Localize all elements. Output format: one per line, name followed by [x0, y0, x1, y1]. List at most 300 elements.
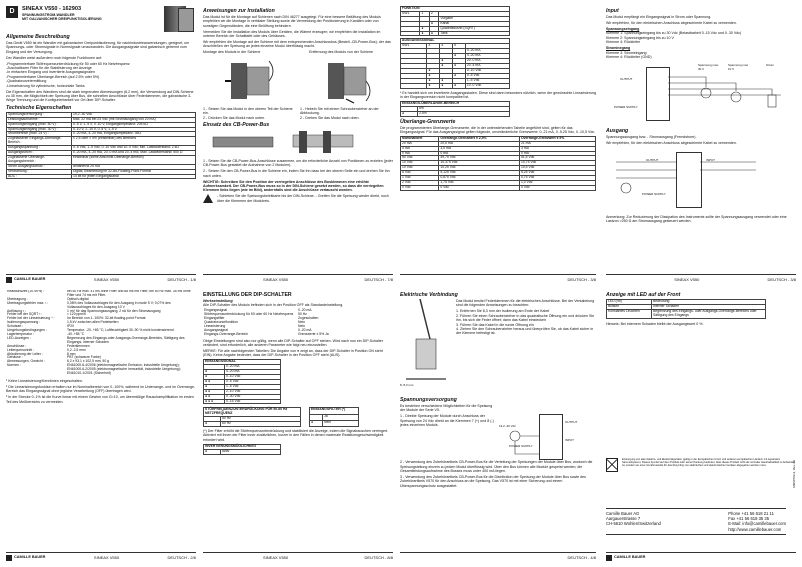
- general-text-1: Das Gerät V550 ist ein Wandler mit galvanischer Dreipunktisolierung, für nachIndustrieanwendungen, geeignet, um Spannungs- oder Stromsignale in Normsignale umzuwandeln. Die Ausgangssignale sind galvanisch getrennt vom Eingang und der Versorgung.: [6, 41, 190, 54]
- remove-step: 2 - Drehen Sie das Modul nach oben.: [300, 115, 360, 120]
- bus-heading: Einsatz des CB-Power-Bus: [203, 121, 270, 128]
- terminal-diagram: [400, 299, 452, 395]
- overrange-table: EINGANGS-ÜBERLANGE-BEREICH 5% ● 2,5%: [400, 101, 510, 117]
- page-7: [400, 290, 596, 562]
- led-meaning: Begrenzung des Eingangs- oder Ausgangs-Overrange-Bereichs oder Sättigung des Eingangs: [652, 309, 766, 318]
- spec-value: EN61000-6-4/2006 (elektromagnetische Emission, industrielle Umgebung); EN61000-6-2/2005 (elektromagnetische Immunität, industrielle Umgebung); EN61010-1/2001 (Sicherheit): [67, 363, 181, 376]
- default-value: Zugeschalten: [298, 316, 319, 321]
- default-label: Eingangsfilter: [204, 316, 225, 321]
- overrange-col-header: Overrange-Grenzwert ± 5%: [519, 136, 595, 141]
- overrange-cell: 21 mA: [519, 141, 595, 146]
- remove-step: 1 - Hebeln Sie mit einem Schraubenzieher an der Abblockung.: [300, 106, 379, 116]
- overrange-cell: 51,5 Vdc: [519, 156, 595, 161]
- general-text-3: Die Eigenschaften des Wandlers sind die stark begrenzten Abmessungen (6,2 mm), die Verwendung auf DIN-Schiene zu 35 mm, die Möglichkeit der Speisung über Bus, die schnellen Anschlüsse über Federklemmen, die galvanische 3-Wege Trennung und die Konfigurierbarkeit vor Ort über DIP-Schalter.: [6, 89, 194, 103]
- function-row: Quadratwurzel (SQRT): [439, 26, 510, 31]
- spec-label: Leiterquerschnitt :: [7, 347, 34, 352]
- spec-row: [6, 337, 196, 345]
- electrical-step: 4. Ziehen Sie den Schraubenzieher heraus und überprüfen Sie, ob das Kabel sicher in der Klemme befestigt ist.: [456, 326, 594, 336]
- tech-label: Spannungseingang (max. 30 V) :: [7, 127, 72, 132]
- spec-label: Anschlüsse :: [7, 343, 27, 348]
- tech-label: Ausgangsspannung :: [7, 146, 72, 151]
- feature-item: -Programmierbarer Überlange-Bereich (auf 2,5% oder 5%): [6, 74, 100, 79]
- footer-page: DEUTSCH - 4/8: [567, 555, 596, 560]
- supply-text: Es bestehen verschiedene Möglichkeiten für die Speisung der Module der Serie V5.: [400, 404, 493, 413]
- output-signal-table: AUSGANGSSIGNAL SW1 3 4 5 0..20 mA ● 4..20 mA ● 20..0 mA ● ● 20..4 mA ● 0..10 Vdc ● ● 0..5 Vdc ● ● 1..5 Vdc ● ● ● 10..0 Vdc: [400, 38, 510, 88]
- dip-subheading: Werkseinstellung: [203, 299, 233, 303]
- overrange-cell: 1,0 Vdc: [519, 181, 595, 186]
- supply-step-3: 3 - Verwendung des Zubehörartikels CB-Power-Bus für die Distribution der Speisung der Module über Bus sowie des Zubehörartikels V570 für den Anschluss an die Speisung. Das V570 ist mit einer Sicherung und einem Überspannungsschutz ausgestattet.: [400, 475, 586, 488]
- input-signal-table: [203, 359, 281, 404]
- voltage-input-heading: Spannungseingang: [606, 26, 640, 31]
- filter-row: Ja: [323, 414, 359, 420]
- spec-label: Fehler bei der Linearisierung ⁴ :: [7, 316, 55, 321]
- tech-value: 0..10 V, 2..10 V, 0..5 V, 1..5 V: [72, 127, 196, 132]
- filter-table: EINGANGSFILTER (*) Ja ● Nein: [309, 407, 359, 427]
- output-row: 0..5 Vdc: [465, 73, 509, 78]
- overrange-limits-text: Die programmierten Überlange-Grenzwerte, die in der untenstehenden Tabelle angeführt sind, gelten für das Eingangssignal. Für das Ausgangssignal gelten folgende, unveränderliche Grenzwerte: 0..21 mA, 0..5,25 Vdc, 0..10,5 Vdc.: [400, 125, 596, 134]
- page-3: [400, 6, 596, 284]
- output-row: 4..20 mA: [465, 54, 509, 59]
- page-4: [606, 6, 796, 284]
- company-phone: Phone +41 56 618 21 11: [728, 511, 774, 516]
- supply-heading: Spannungsversorgung: [400, 397, 457, 403]
- mount-text-2: Vermeiden Sie die Installation des Moduls über Geräten, die Wärme erzeugen; wir empfehlen die Installation im unteren Bereich der Schalttafel oder des Gehäuses.: [203, 29, 381, 39]
- bus-step-1: 1 - Setzen Sie die CB-Power-Bus-Anschlüsse zusammen, um die erforderliche Anzahl von Positionen zu erzielen (jeder CB-Power-Bus gestattet die Aufnahme von 2 Modulen).: [203, 158, 393, 168]
- feature-item: -Programmierbare Stöfrequenzunterdrückung für 50 oder 60 Hz Netzfrequenz: [6, 61, 130, 66]
- spec-table: [6, 290, 196, 376]
- frequency-heading: STÖRFREQUENZUNTERDRÜCKUNG FÜR 50-60 Hz NETZFREQUENZ: [204, 408, 301, 417]
- dip-heading: EINSTELLUNG DER DIP-SCHALTER: [203, 292, 292, 298]
- product-title: SINEAX V550 - 162903: [22, 6, 82, 12]
- tech-row: [7, 155, 196, 164]
- feature-list: [6, 62, 196, 88]
- overrange-cell: 1 Vdc: [401, 176, 439, 181]
- spec-note: ¹ Keine Linearisierung/Kennlinien eingeschalten.: [6, 378, 83, 383]
- led-col-header: Bedeutung: [652, 300, 766, 305]
- overrange-cell: 20 mA: [401, 141, 439, 146]
- brand-logo: CAMILLE BAUER: [6, 553, 45, 562]
- tech-value: einstellbar (siehe Abschnitt Überlange-Bereich): [72, 155, 196, 164]
- tech-heading: Technische Eigenschaften: [6, 104, 72, 111]
- input-signal-heading: EINGANGSSIGNAL: [204, 360, 281, 365]
- spec-label: Normen :: [7, 363, 21, 368]
- output-col-sw: SW1: [401, 44, 427, 49]
- output-row: 20..0 mA: [465, 59, 509, 64]
- overrange-row: 2,5%: [418, 111, 510, 116]
- spec-label: Auflösung ² :: [7, 308, 27, 313]
- input-signal-value: 0..20 mA: [225, 365, 281, 370]
- electrical-text: Das Modul besitzt Federklemmen für die elektrischen Anschlüsse. Bei der Verkabelung sind die folgenden Anweisungen zu beachten:: [456, 299, 595, 308]
- page-footer: [203, 552, 393, 562]
- input-text: Das Modul empfängt ein Eingangssignal in Strom oder Spannung.: [606, 15, 712, 19]
- voltage-input-item: Klemme 1: Spannungseingang bis zu 30 Vdc (Belastbarkeit 0..15 Vdc und 0..30 Vdc): [606, 31, 742, 36]
- overrange-cell: 0 mA: [519, 151, 595, 156]
- bus-warning: WICHTIG: Schreiben Sie den Position der verriegelten Anschlüsse des Busklemmen eine erhöhte Aufmerksamkeit. Der CB-Power-Bus muss so in der DIN-Schiene gesetzt werden, so dass die verriegelten Klemmen links liegen (wie im Bild), andernfalls sind die Anschlüsse vertauscht worden.: [203, 179, 384, 193]
- output-row: 10..0 Vdc: [465, 83, 509, 88]
- input-signal-value: 4..20 mA: [225, 370, 281, 375]
- overrange-cell: 0 Vdc: [439, 185, 520, 190]
- spec-row: [6, 290, 196, 298]
- spec-row: [6, 364, 196, 376]
- tech-label: Ausgangsstrom :: [7, 151, 72, 156]
- tech-value: 14 bit für jeden Eingangskanal: [72, 174, 196, 179]
- page-footer: [400, 552, 596, 562]
- frequency-row: 60 Hz: [221, 422, 301, 427]
- mount-caption: Montage des Moduls in der Schiene: [203, 50, 261, 55]
- tech-label: Zugelassene Überlange-Ausgangsbereich :: [7, 155, 72, 164]
- company-street: Aargauerstrasse 7: [606, 516, 641, 522]
- bus-step-2: 2 - Setzen Sie den CB-Power-Bus in die Schiene ein, indem Sie ihn dazu bei der oberen Seite ein und drehen Sie ihn nach unten.: [203, 169, 390, 178]
- function-row: Vorgabe: [439, 16, 510, 21]
- tech-label: Spannungsversorgung :: [7, 112, 72, 117]
- brand-logo: CAMILLE BAUER: [606, 553, 645, 562]
- warning-icon: [203, 194, 213, 203]
- output-col-5: 5: [453, 44, 466, 49]
- spec-value: Im Bereich von 1..100%: 32-bit floating-point Format: [67, 316, 146, 321]
- current-input-heading: Strominegang: [606, 46, 631, 51]
- output-note: * Es handelt sich um invertierte Ausgangsskalen. Diese sind dann besonders nützlich, wenn der gewünschte Linearisierung in der Eingangsversion nicht kompatibel ist.: [400, 90, 596, 99]
- page-footer: [6, 552, 196, 562]
- remove-diagram: [316, 57, 376, 105]
- input-heading: Input: [606, 8, 619, 14]
- page-footer: [606, 274, 796, 284]
- overrange-cell: 10 Vdc: [401, 161, 439, 166]
- input-signal-value: 0..15 Vdc: [225, 399, 281, 404]
- voltage-input-item: Klemme 4: Rückleiter: [606, 40, 641, 45]
- invert-row: Aktiv: [221, 449, 281, 454]
- spec-label: Fehler bei der SQRT ³ :: [7, 312, 43, 317]
- output-heading: Ausgang: [606, 127, 629, 134]
- tech-value: ± 2,5 oder ± 5% (einstellbar) des Bereichs: [72, 137, 196, 146]
- dip-switch-state: ● ●: [204, 389, 225, 394]
- output-label: OUTPUT: [646, 157, 659, 162]
- default-value: Grenzwerte ± 5% Ja: [298, 331, 329, 336]
- function-table: FUNKTION SW1 1 2 Vorgabe ● Kanal ● Quadratwurzel (SQRT) ● ● Tank: [400, 6, 510, 36]
- tech-row: [7, 174, 196, 179]
- spec-row: [6, 329, 196, 333]
- default-label: Linearisierung: [204, 323, 226, 328]
- dip-switch-state: ●: [204, 375, 225, 380]
- default-label: Störfrequenzunterdrückung für 50 oder 60 Hz Netzfrequenz: [204, 312, 294, 317]
- general-heading: Allgemeine Beschreibung: [6, 34, 70, 40]
- input-signal-value: 2..10 Vdc: [225, 389, 281, 394]
- footer-product: SINEAX V550: [674, 277, 700, 282]
- spec-value: -40..+85 °C: [67, 331, 85, 336]
- spec-label: Lagertemperatur :: [7, 331, 34, 336]
- footer-page: DEUTSCH - 3/8: [767, 277, 796, 282]
- footer-product: SINEAX V550: [263, 277, 289, 282]
- page-2: [203, 6, 393, 284]
- overrange-limits-heading: Überlange-Grenzwerte: [400, 118, 456, 125]
- page-1: [6, 6, 196, 284]
- weee-text: Entsorgung von alten Elektro- und Elektronikgeräten (gültig in der Europäischen Union und anderen europäischen Ländern mit separatem Sammelsystem). Dieses Symbol auf dem Produkt oder seiner Packung bedeutet, dass dieses Produkt nicht als normaler Haushaltsabfall zu behandeln ist, sondern an einer Annahmestelle für das Recycling von elektrischen und elektronischen Geräten abgegeben werden muss.: [622, 458, 796, 468]
- tech-label: Strom Ausgangsschutz :: [7, 164, 72, 169]
- defaults-table: [203, 309, 353, 336]
- company-email[interactable]: E-Mail: info@camillebauer.com: [728, 521, 786, 527]
- overrange-cell: 49,75 Vdc: [439, 156, 520, 161]
- filter-heading: EINGANGSFILTER (*): [310, 408, 359, 414]
- dip-text-3: MERKE: Für alle nachfolgenden Tabellen: Die Angabe von ● zeigt an, dass der DIP-Schalter in Position ON steht (EIN). Keine Angabe bedeutet, dass der DIP-Schalter in der Position OFF steht (AUS).: [203, 348, 383, 358]
- power-label: POWER SUPPLY: [509, 444, 533, 449]
- output-col-3: 3: [427, 44, 440, 49]
- default-value: 0..20 mA: [298, 327, 312, 332]
- tech-value: 19,2..30 Vdc: [72, 112, 196, 117]
- output-note: Anmerkung: Zur Reduzierung der Dissipation des Instruments sollte der Spannungsausgang verwendet oder eine Lastvon >250 Ω am Stromausgang gesteuert werden.: [606, 214, 787, 224]
- spec-label: Isolierungsspannung :: [7, 320, 41, 325]
- spec-value: Temperatur: -20..+65 °C; Luftfeuchtigkeit 30..90 % nicht kondensierend: [67, 328, 174, 333]
- tech-value: 0..5 Vdc, 1..5 Vdc, 0..10 Vdc und 10..0 Vdc; Min. Lastwiderstand: 2 kΩ: [72, 146, 196, 151]
- page-6: [203, 290, 393, 562]
- overrange-col-header: Nominalwert: [401, 136, 439, 141]
- default-label: Ausgangssignal: [204, 327, 228, 332]
- spec-value: 6,2 x 93,1 x 102,5 mm, 50 g: [67, 359, 110, 364]
- spec-note: ² Die Linearisierungsfunktion erhalten nur im Nominalbereich von 0..100%, während im Unterrange- und im Overrange-Bereich das Eingangssignal ohne jegliche Verarbeitung (OFF) übertragen wird.: [6, 384, 196, 394]
- input-label: INPUT: [706, 157, 715, 162]
- overrange-cell: 10 Vdc: [401, 166, 439, 171]
- footer-product: SINEAX V550: [93, 277, 120, 282]
- tech-label: Verdrahtung :: [7, 169, 72, 174]
- weee-notice: [606, 458, 796, 472]
- footer-page: DEUTSCH - 2/6: [167, 555, 196, 560]
- input-signal-value: 0..10 Vdc: [225, 375, 281, 380]
- input-wiring-diagram: [606, 63, 796, 125]
- supply-voltage-label: 19,2..30 Vdc: [499, 424, 516, 429]
- tech-value: 0..20 mA, 4..20 mA, Eingangsimpedanz: 35Ω: [72, 132, 196, 137]
- overrange-row: 5%: [418, 106, 510, 111]
- voltage-10v-label: Spannung max 10 V: [728, 62, 749, 72]
- power-label: POWER SUPPLY: [642, 191, 666, 196]
- function-col-1: 1: [420, 11, 429, 16]
- power-label: POWER SUPPLY: [614, 104, 638, 109]
- electrical-step: 2. Führen Sie einen Schraubenzieher in das quadratische Öffnung ein und drücken Sie ihn, bis sich die Feder öffnet; dann das Kabel einstecken: [456, 313, 595, 323]
- product-subtitle-1: SPANNUNGSTROM-WANDLER: [22, 13, 75, 17]
- dip-switch-state: ● ●: [204, 394, 225, 399]
- function-col-sw: SW1: [401, 11, 420, 16]
- electrical-step: 1. Entfernen Sie 8,3 mm der Isolierung am Ende der Kabel: [456, 309, 550, 314]
- current-label: Strom: [766, 62, 775, 67]
- company-website[interactable]: http://www.camillebauer.com: [728, 526, 782, 532]
- overrange-cell: 0 Vdc: [401, 185, 439, 190]
- product-subtitle-2: MIT GALVANISCHER DREIPUNKTISOLIERUNG: [22, 17, 102, 22]
- output-wiring-diagram: [606, 148, 796, 212]
- electrical-step: 3. Führen Sie das Kabel in die runde Öffnung ein: [456, 322, 534, 327]
- default-label: Eingangs-Overrange-Bereich: [204, 331, 248, 336]
- brand-mark-icon: [606, 555, 612, 561]
- dip-switch-state: ●: [204, 384, 225, 389]
- function-col-2: 2: [429, 11, 438, 16]
- weee-bin-icon: [606, 458, 618, 472]
- input-text-2: Wir empfehlen, für den elektrischen Anschluss abgeschirmte Kabel zu verwenden.: [606, 20, 737, 25]
- spec-label: Abmessungen, Gewicht :: [7, 359, 45, 364]
- overrange-cell: 0 mA: [401, 151, 439, 156]
- dip-text-2: Obige Einstellungen sind also nur gültig, wenn alle DIP-Schalter auf OFF stehen. Wird nach nun ein DIP-Schalter verändert, sind erforderlich, alle anderen Parameter wie folgt neu einzustellen.: [203, 338, 383, 348]
- page-footer: [400, 274, 596, 284]
- overrange-cell: 0,75 Vdc: [519, 176, 595, 181]
- overrange-limits-table: [400, 136, 596, 191]
- output-label: OUTPUT: [620, 76, 633, 81]
- spec-label: Gehäuse :: [7, 355, 23, 360]
- default-value: Nein: [298, 323, 305, 328]
- feature-item: -Quadratwurzelermittlung: [6, 79, 47, 84]
- company-name: Camille Bauer AG: [606, 511, 640, 516]
- overrange-cell: 5,25 Vdc: [519, 171, 595, 176]
- output-row: 1..5 Vdc: [465, 78, 509, 83]
- frequency-row: 50 Hz: [221, 417, 301, 422]
- current-input-item: Klemme 3: Stromeingang: [606, 50, 647, 55]
- spec-value: IP20: [67, 324, 74, 329]
- overrange-cell: 0,875 Vdc: [439, 176, 520, 181]
- spec-note: ³ In der Strecke 0..1% ist die Kurve linear mit einem Gewinn von G=10, um übermäßige Rauschamplifikation im ersten Teil des Meßbereichs zu vermeiden.: [6, 395, 194, 404]
- remove-caption: Entfernung des Moduls von der Schiene: [309, 50, 373, 55]
- overrange-cell: 4 mA: [401, 146, 439, 151]
- spec-value: PBT (schwarze Farbe): [67, 355, 101, 360]
- output-label: OUTPUT: [565, 420, 578, 425]
- function-row: Tank: [439, 31, 510, 36]
- page-footer: [606, 552, 796, 562]
- mount-heading: Anweisungen zur Installation: [203, 8, 275, 14]
- footer-page: DEUTSCH - 7/8: [364, 277, 393, 282]
- brand-mark-icon: [6, 555, 12, 561]
- output-col-4: 4: [440, 44, 453, 49]
- overrange-cell: 10,75 Vdc: [519, 161, 595, 166]
- function-row: Kanal: [439, 21, 510, 26]
- overrange-col-header: Overrange-Grenzwert ± 2,5%: [439, 136, 520, 141]
- company-fax: Fax +41 56 618 35 35: [728, 516, 770, 522]
- output-text: Spannungsausgang bzw. - Stromausgang (Fremdstrom).: [606, 134, 697, 139]
- voltage-input-item: Klemme 2: Spannungseingang bis zu 10 V: [606, 35, 674, 40]
- tech-value: Max. 22 mA bei 24 Vdc (mit Stromausgang von 20 mA): [72, 117, 196, 122]
- supply-step-1: 1 - Direkte Speisung der Module durch Anschluss der Speisung von 24 Vdc direkt an die Klemmen 7 (+) und 8 (-) jedes einzelnen Moduls.: [400, 414, 494, 428]
- frequency-table: STÖRFREQUENZUNTERDRÜCKUNG FÜR 50-60 Hz NETZFREQUENZ 50 Hz ● 60 Hz: [203, 407, 301, 427]
- output-row: 0..10 Vdc: [465, 68, 509, 73]
- supply-diagram: [499, 414, 595, 460]
- spec-value: Optisch-digital: [67, 296, 89, 301]
- overrange-cell: 10,25 Vdc: [439, 166, 520, 171]
- footer-page: DEUTSCH - 8/8: [364, 555, 393, 560]
- footer-page: DEUTSCH - 3/8: [567, 277, 596, 282]
- footer-product: SINEAX V550: [263, 555, 289, 560]
- output-row: 0..20 mA: [465, 49, 509, 54]
- dip-switch-state: ●: [204, 370, 225, 375]
- spec-value: 1 mV für das Spannungsausgang; 2 nA für den Stromausgang: [67, 308, 161, 313]
- feature-item: -Zuschaltbarer Filter für die Stabilisierung der Anzeige: [6, 66, 92, 71]
- led-state: Blinken: [607, 304, 652, 309]
- spec-label: Reaktionszeit (10-90%) :: [7, 290, 45, 293]
- spec-value: Federklemmen: [67, 343, 90, 348]
- overrange-cell: 5 Vdc: [401, 171, 439, 176]
- input-signal-value: 1..5 Vdc: [225, 384, 281, 389]
- mount-text-1: Das Modul ist für die Montage auf Schienen nach DIN 46277 ausgelegt. Für eine bessere Belüftung des Moduls empfehlen wir die Montage in vertikaler Stellung sowie die Vermeidung der Positionierung in Kanälen oder von sonstigen Gegenständen, die eine Belüftung behindern.: [203, 15, 381, 28]
- overrange-cell: 0 Vdc: [519, 185, 595, 190]
- output-text-2: Wir empfehlen, für den elektrischen Anschluss abgeschirmte Kabel zu verwenden.: [606, 140, 737, 145]
- footer-product: SINEAX V550: [93, 555, 120, 560]
- filter-note: (*) Der Filter erhöht die Störfrequenzunterdrückung und stabilisiert die Anzeige, indem die Signalrauschen verringert. Aktiviert mit ihnen der Filter inner zusätzlichen, kurzer in den Fällen in denen maximale Reaktionsgeschwindigkeit erfordert wird.: [203, 429, 389, 442]
- output-signal-heading: AUSGANGSSIGNAL: [401, 39, 510, 44]
- overrange-cell: 20,5 mA: [439, 141, 520, 146]
- output-row: 20..4 mA: [465, 63, 509, 68]
- bus-note: - Schieben Sie die Speisungsbeleitkarte bis der DIN-Schiene. - Greifen Sie die Speisung wieder direkt, noch über die Klemmen der Modulreis.: [217, 194, 389, 203]
- tech-label: Leistungsaufnahme :: [7, 117, 72, 122]
- filter-row: Nein: [323, 420, 359, 426]
- feature-item: -Linearisierung für zylindrische, horizontale Tanks: [6, 83, 85, 88]
- input-signal-value: 0..30 Vdc: [225, 394, 281, 399]
- led-state: Konstantes Leuchten: [607, 309, 652, 318]
- led-note: Hinweis: Bei internem Schaden bleibt der Ausgangswert 0 %.: [606, 321, 704, 326]
- tech-label: Spannungseingang (max. 50 V) :: [7, 122, 72, 127]
- dip-switch-state: ● ● ●: [204, 399, 225, 404]
- spec-label: Übertragung :: [7, 296, 28, 301]
- function-heading: FUNKTION: [401, 7, 510, 12]
- footer-page: DEUTSCH - 1/8: [167, 277, 196, 282]
- overrange-cell: 1,75 Vdc: [439, 181, 520, 186]
- dip-text: Alle DIP-Schalter des Moduls befinden sich in der Position OFF als Standardeinstellung.: [203, 303, 344, 308]
- page-5: [6, 290, 196, 562]
- input-signal-value: 0..5 Vdc: [225, 379, 281, 384]
- tech-label: Zugelassener Eingangs-Überlange-Bereich :: [7, 137, 72, 146]
- spec-notes: [6, 379, 196, 404]
- tech-label: ADC :: [7, 174, 72, 179]
- tech-table: [6, 112, 196, 180]
- overrange-cell: 3 mA: [519, 146, 595, 151]
- tech-value: 0..5 V, 1..5 V, 0..10 V, Eingangsimpedanz: 205 kΩ: [72, 122, 196, 127]
- default-value: Nein: [298, 320, 305, 325]
- overrange-heading: EINGANGS-ÜBERLANGE-BEREICH: [401, 101, 510, 106]
- mount-step: 1 - Setzen Sie das Modul in den oberen Teil der Schiene ein.: [203, 106, 293, 116]
- document-number: MI000702-d, Rev. 02: [791, 460, 796, 488]
- default-row: [203, 333, 353, 337]
- spec-value: < 120 ppm/K: [67, 312, 87, 317]
- feature-item: -In einfachen Eingang und invertierte Ausgangssignalen: [6, 70, 95, 75]
- led-col-header: LED (rot): [607, 300, 652, 305]
- spec-label: Schutzart :: [7, 324, 24, 329]
- overrange-cell: 10,5 Vdc: [519, 166, 595, 171]
- overrange-cell: 50 Vdc: [401, 156, 439, 161]
- tech-value: annähernd 25 mA: [72, 164, 196, 169]
- language-badge: D: [6, 6, 18, 18]
- page-8: [606, 290, 796, 562]
- dip-switch-state: ● ●: [204, 379, 225, 384]
- input-label: INPUT: [565, 438, 574, 443]
- tech-value: Digital, Bearbeitung im 32-Bit-Floating-Point-Format: [72, 169, 196, 174]
- supply-step-2: 2 - Verwendung des Zubehörartikels CB-Power-Bus für die Verteilung der Speisungen der Module über Bus, wodurch die Speisungsleitung einzeln zu jedem Modul überflüssig wird. Über den Bus können alle Module gespeist werden; die Gesamtleistungsaufnahme des Busses muss unter 400 mA liegen.: [400, 460, 593, 474]
- spec-value: 0,2..2,5 mm²: [67, 347, 87, 352]
- general-text-2: Der Wandler weist außerdem noch folgende Funktionen auf:: [6, 55, 102, 60]
- mount-diagrams: [203, 57, 393, 105]
- overrange-cell: 3,5 mA: [439, 146, 520, 151]
- led-table: [606, 299, 766, 319]
- electrical-heading: Elektrische Verbindung: [400, 292, 458, 298]
- page-footer: [6, 274, 196, 284]
- invert-heading: INVERTIERUNGSMÖGLICHKEIT: [204, 444, 281, 449]
- spec-value: 0,08% des Vollausschlages für den Ausgang in mode 5 V; 0,07% des Vollausschlages für den Ausgang 10 V: [67, 300, 171, 309]
- led-meaning: Interner Schaden: [652, 304, 766, 309]
- current-input-item: Klemme 4: Rückleiter (GND): [606, 55, 652, 60]
- input-signal-row: [204, 399, 281, 404]
- default-value: 50 Hz: [298, 312, 307, 317]
- spec-value: bei 50 Hz max. 41 ms ohne Filter und 88 ms mit Filter; bei 60 Hz max. 35 ms ohne Filter und 74 ms mit Filter.: [67, 290, 191, 297]
- spec-label: Übertragungsfehler max. ¹ :: [7, 300, 49, 305]
- tech-label: Strombereich (max. 24 V) :: [7, 132, 72, 137]
- led-heading: Anzeige mit LED auf der Front: [606, 292, 681, 298]
- spec-label: Abisolierung der Leiter :: [7, 351, 43, 356]
- brand-mark-icon: [6, 277, 12, 283]
- mount-step: 2 - Drücken Sie das Modul nach unten.: [203, 115, 266, 120]
- product-image: [160, 6, 196, 32]
- strip-length-label: 8..8,3 mm: [400, 383, 414, 387]
- invert-table: INVERTIERUNGSMÖGLICHKEIT ● Aktiv: [203, 444, 281, 455]
- default-value: 0..20 mA: [298, 308, 312, 313]
- default-label: Eingangssignal: [204, 308, 227, 313]
